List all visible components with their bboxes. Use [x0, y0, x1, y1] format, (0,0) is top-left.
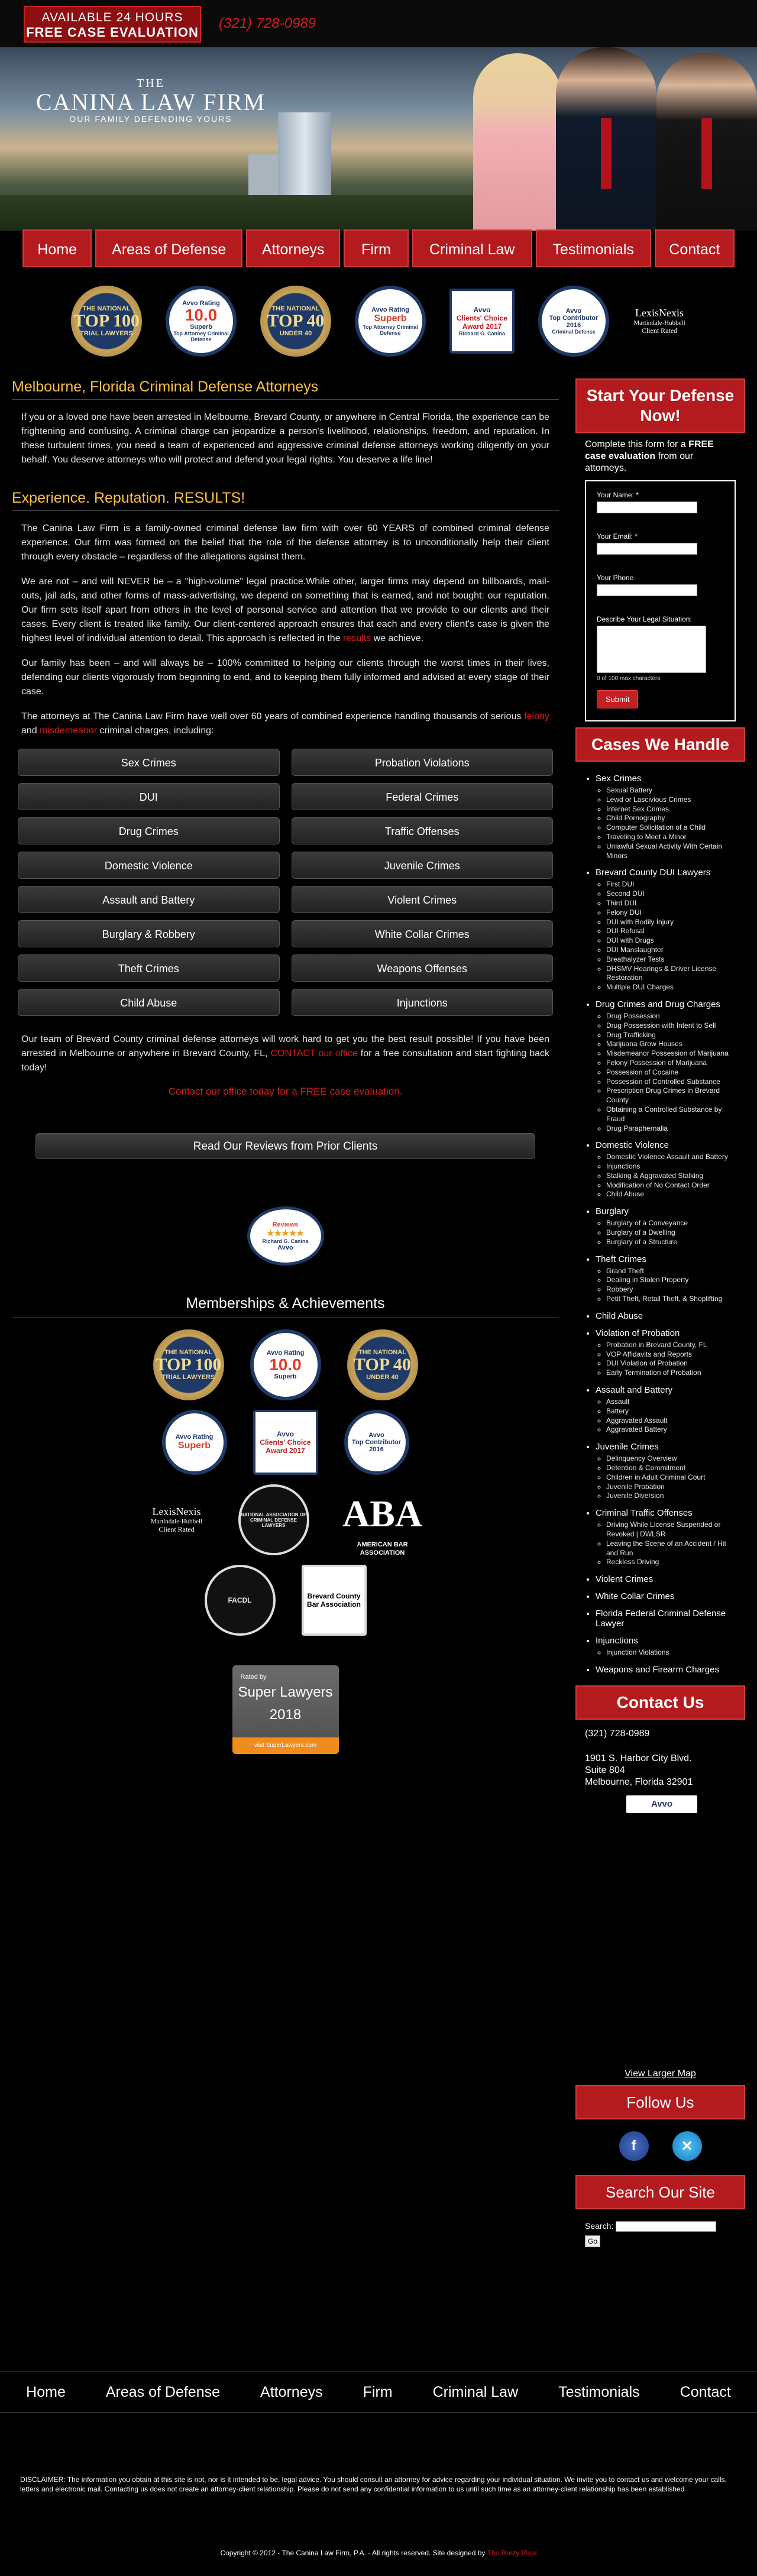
palm-trees-image: [0, 195, 485, 231]
describe-textarea[interactable]: [597, 626, 706, 673]
badge-text: LexisNexis: [152, 1506, 201, 1517]
character-count: 0 of 100 max characters.: [597, 675, 662, 682]
case-subcategory[interactable]: ◦ Drug Possession: [606, 1012, 737, 1021]
badge-text: TOP 100: [73, 311, 140, 331]
paragraph-team: [21, 1033, 549, 1075]
case-category-label: Sex Crimes: [596, 774, 642, 784]
case-subcategory[interactable]: ◦ Felony Possession of Marijuana: [606, 1059, 737, 1068]
text: from our attorneys.: [585, 451, 694, 473]
cases-title: Cases We Handle: [575, 727, 745, 762]
lexisnexis-badge: [141, 1487, 212, 1552]
charges-grid: [18, 749, 553, 1016]
avvo-clients-choice-badge: [449, 289, 515, 354]
star-icon: ★★★★★: [267, 1228, 304, 1238]
case-subcategory[interactable]: ◦ Probation in Brevard County, FL: [606, 1341, 737, 1350]
badge-text: Superb: [177, 1441, 211, 1451]
free-evaluation-cta[interactable]: Contact our office today for a FREE case evaluation.: [168, 1086, 403, 1097]
map-embed[interactable]: [575, 1813, 745, 2062]
case-subcategory[interactable]: ◦ Assault: [606, 1397, 737, 1407]
free-case-evaluation: FREE CASE EVALUATION: [26, 25, 199, 40]
badge-text: 10.0: [269, 1355, 302, 1374]
attorney-photo-woman: [473, 53, 562, 231]
case-category-label: Theft Crimes: [596, 1254, 646, 1264]
text: criminal charges, including:: [97, 726, 214, 736]
case-category[interactable]: [596, 1140, 737, 1199]
charge-button-weapons-offenses[interactable]: Weapons Offenses: [292, 954, 554, 982]
charge-button-drug-crimes[interactable]: Drug Crimes: [18, 817, 280, 844]
charge-button-burglary-robbery[interactable]: Burglary & Robbery: [18, 920, 280, 947]
case-subcategory[interactable]: ◦ Drug Possession with Intent to Sell: [606, 1021, 737, 1031]
felony-link[interactable]: felony: [524, 711, 549, 721]
text: FREE case evaluation: [585, 439, 714, 461]
super-lawyers-badge[interactable]: [232, 1665, 339, 1754]
badge-text: 10.0: [185, 306, 218, 324]
case-category-label: Violation of Probation: [596, 1328, 680, 1338]
badge-text: Top Attorney Criminal Defense: [363, 324, 418, 336]
read-reviews-button[interactable]: Read Our Reviews from Prior Clients: [35, 1133, 535, 1159]
case-subcategory[interactable]: ◦ Petit Theft, Retail Theft, & Shoplifting: [606, 1295, 737, 1304]
case-subcategories: [596, 1520, 737, 1567]
case-category[interactable]: [596, 1574, 737, 1584]
view-larger-map-link[interactable]: View Larger Map: [625, 2069, 696, 2079]
badge-text: THE NATIONAL: [271, 305, 320, 312]
case-category-label: Child Abuse: [596, 1310, 643, 1321]
badge-text: TOP 100: [155, 1355, 222, 1374]
avvo-superb-badge: [355, 286, 426, 357]
tie-decoration: [601, 118, 612, 189]
header-phone[interactable]: (321) 728-0989: [219, 15, 316, 31]
address-line-3: Melbourne, Florida 32901: [585, 1777, 693, 1787]
case-subcategories: [596, 1153, 737, 1199]
case-category-label: Florida Federal Criminal Defense Lawyer: [596, 1609, 726, 1629]
badge-text: Avvo Rating: [371, 306, 409, 313]
case-subcategories: [596, 1219, 737, 1247]
nav-firm[interactable]: Firm: [344, 229, 408, 267]
charge-button-child-abuse[interactable]: Child Abuse: [18, 989, 280, 1016]
case-subcategory[interactable]: ◦ Unlawful Sexual Activity With Certain Minors: [606, 842, 737, 861]
avvo-rating-10-badge: [166, 286, 237, 357]
case-subcategory[interactable]: ◦ Internet Sex Crimes: [606, 805, 737, 814]
case-category[interactable]: [596, 1508, 737, 1567]
misdemeanor-link[interactable]: misdemeanor: [40, 726, 98, 736]
badge-text: Richard G. Canina: [262, 1238, 309, 1244]
case-subcategory[interactable]: ◦ Dealing in Stolen Property: [606, 1276, 737, 1285]
footer-nav-areas-of-defense[interactable]: Areas of Defense: [105, 2383, 221, 2400]
main-nav: [22, 229, 735, 267]
tie-decoration: [701, 118, 712, 189]
email-input[interactable]: [597, 543, 697, 555]
case-subcategory[interactable]: ◦ Breathalyzer Tests: [606, 955, 737, 965]
sl-rated: Rated by: [240, 1674, 267, 1681]
charge-button-domestic-violence[interactable]: Domestic Violence: [18, 852, 280, 879]
search-label: Search:: [585, 2221, 614, 2231]
top-40-under-40-badge: [260, 286, 331, 357]
case-subcategory[interactable]: ◦ Drug Paraphernalia: [606, 1124, 737, 1134]
logo-name: CANINA LAW FIRM: [35, 89, 266, 115]
text: Our team of Brevard County criminal defense attorneys will work hard to get you the best result possible! If you have been arrested in Melbourne or anywhere in Brevard County, FL,: [21, 1034, 549, 1059]
avvo-badge[interactable]: Avvo: [626, 1795, 697, 1813]
facdl-seal: FACDL: [205, 1565, 276, 1636]
case-subcategory[interactable]: ◦ Children in Adult Criminal Court: [606, 1473, 737, 1483]
search-title: Search Our Site: [575, 2175, 745, 2209]
logo-the: THE: [137, 77, 165, 90]
badge-text: Superb: [274, 1373, 297, 1380]
firm-logo[interactable]: [35, 77, 266, 124]
aba-subtitle: AMERICAN BAR ASSOCIATION: [357, 1541, 408, 1556]
name-label: Your Name: *: [597, 491, 639, 499]
memberships-title: Memberships & Achievements: [12, 1295, 559, 1318]
text: Complete this form for a: [585, 439, 689, 449]
submit-button[interactable]: Submit: [597, 690, 638, 708]
case-subcategory[interactable]: ◦ Reckless Driving: [606, 1558, 737, 1567]
nav-home[interactable]: Home: [22, 229, 92, 267]
case-category[interactable]: [596, 1385, 737, 1435]
badge-text: Martindale-Hubbell: [633, 319, 685, 326]
case-category[interactable]: [596, 1328, 737, 1378]
avvo-top-contributor-badge: [538, 286, 609, 357]
case-subcategory[interactable]: ◦ Robbery: [606, 1285, 737, 1295]
badge-text: Avvo Rating: [182, 300, 220, 307]
text: We are not – and will NEVER be – a "high-volume" legal practice.While other, larger firms may depend on billboards, mail-outs, jail ads, and other forms of mass-advertising, we depend on something that is earned, and not bought: our reputation. Our firm sets itself apart from others in the level of personal service and attention that we provide to our clients and their cases. Every client is treated like family. Our client-centered approach ensures that each and every client's case is given the highest level of individual attention to detail. This approach is reflected in the: [21, 577, 549, 643]
footer-nav-firm[interactable]: Firm: [363, 2383, 393, 2400]
badge-text: UNDER 40: [279, 330, 312, 337]
badge-text: Avvo: [473, 306, 491, 314]
case-subcategories: [596, 786, 737, 860]
badge-text: Clients' Choice: [456, 314, 508, 322]
address-line-2: Suite 804: [585, 1765, 625, 1775]
case-category-label: Weapons and Firearm Charges: [596, 1665, 719, 1675]
search-go-button[interactable]: Go: [585, 2235, 600, 2247]
aba-logo: [335, 1487, 430, 1556]
case-category[interactable]: [596, 1442, 737, 1501]
badge-text: Award 2017: [266, 1446, 305, 1455]
top-100-trial-lawyers-badge: [71, 286, 142, 357]
case-subcategory[interactable]: ◦ Aggravated Assault: [606, 1416, 737, 1426]
start-defense-title: Start Your Defense Now!: [575, 378, 745, 433]
case-subcategory[interactable]: ◦ Computer Solicitation of a Child: [606, 823, 737, 833]
footer-nav-criminal-law[interactable]: Criminal Law: [432, 2383, 519, 2400]
award-badges: [71, 283, 686, 360]
badge-text: Avvo: [368, 1432, 384, 1439]
case-subcategory[interactable]: ◦ Multiple DUI Charges: [606, 983, 737, 992]
case-subcategory[interactable]: ◦ DUI Manslaughter: [606, 946, 737, 955]
case-subcategory[interactable]: ◦ Marijuana Grow Houses: [606, 1040, 737, 1049]
case-subcategory[interactable]: ◦ DHSMV Hearings & Driver License Restoration: [606, 965, 737, 983]
case-subcategory[interactable]: ◦ Felony DUI: [606, 908, 737, 918]
case-subcategory[interactable]: ◦ Third DUI: [606, 899, 737, 908]
logo-tagline: OUR FAMILY DEFENDING YOURS: [69, 114, 232, 124]
badge-text: TOP 40: [354, 1355, 411, 1374]
paragraph-experience: [21, 710, 549, 738]
sl-year: 2018: [269, 1707, 302, 1723]
nav-attorneys[interactable]: Attorneys: [246, 229, 340, 267]
case-category-label: White Collar Crimes: [596, 1591, 675, 1602]
case-category-label: Domestic Violence: [596, 1140, 669, 1151]
avvo-reviews-badge[interactable]: [247, 1206, 324, 1266]
charge-button-white-collar[interactable]: White Collar Crimes: [292, 920, 554, 947]
badge-text: UNDER 40: [366, 1374, 399, 1381]
badge-text: Reviews: [272, 1221, 299, 1228]
charge-button-sex-crimes[interactable]: Sex Crimes: [18, 749, 280, 776]
top-40-under-40-badge: [347, 1329, 418, 1400]
badge-text: Martindale-Hubbell: [150, 1518, 203, 1525]
disclaimer: DISCLAIMER: The information you obtain at this site is not, nor is it intended to be, legal advice. You should consult an attorney for advice regarding your individual situation. We invite you to contact us and welcome your calls, letters and electronic mail. Contacting us does not create an attorney-client relationship. Please do not send any confidential information to us until such time as an attorney-client relationship has been established: [20, 2475, 727, 2493]
case-subcategory[interactable]: ◦ Stalking & Aggravated Stalking: [606, 1172, 737, 1181]
contact-title: Contact Us: [575, 1685, 745, 1720]
name-input[interactable]: [597, 501, 697, 513]
contact-office-link[interactable]: CONTACT our office: [270, 1048, 358, 1059]
case-subcategories: [596, 1454, 737, 1501]
case-category[interactable]: [596, 999, 737, 1133]
case-category-label: Assault and Battery: [596, 1385, 673, 1396]
case-subcategory[interactable]: ◦ Driving While License Suspended or Revoked | DWLSR: [606, 1520, 737, 1539]
badge-text: Avvo: [565, 308, 582, 315]
paragraph-high-volume: [21, 575, 549, 646]
case-subcategory[interactable]: ◦ Sexual Battery: [606, 786, 737, 795]
case-subcategory[interactable]: ◦ First DUI: [606, 880, 737, 889]
case-subcategory[interactable]: ◦ Second DUI: [606, 889, 737, 899]
lexisnexis-badge: [633, 289, 686, 354]
nacdl-seal: NATIONAL ASSOCIATION OF CRIMINAL DEFENSE LAWYERS: [238, 1484, 309, 1555]
follow-title: Follow Us: [575, 2085, 745, 2119]
case-category[interactable]: [596, 1636, 737, 1658]
paragraph-committed: Our family has been – and will always be – 100% committed to helping our clients through the worst times in their lives, defending our clients vigorously from beginning to end, and to keeping them fully informed and advised at every stage of their case.: [21, 658, 549, 697]
case-subcategory[interactable]: ◦ Drug Trafficking: [606, 1031, 737, 1040]
cases-list: [575, 762, 745, 1681]
avvo-rating-10-badge: [250, 1329, 321, 1400]
case-subcategory[interactable]: ◦ DUI with Drugs: [606, 936, 737, 946]
badge-text: Criminal Defense: [552, 329, 596, 335]
top-100-trial-lawyers-badge: [153, 1329, 224, 1400]
copyright: [0, 2549, 757, 2557]
avvo-superb-badge: [162, 1410, 227, 1475]
badge-text: Top Contributor: [352, 1439, 401, 1446]
case-subcategory[interactable]: ◦ VOP Affidavits and Reports: [606, 1350, 737, 1360]
badge-text: Superb: [190, 323, 212, 331]
nav-criminal-law[interactable]: Criminal Law: [412, 229, 532, 267]
case-subcategory[interactable]: ◦ Early Termination of Probation: [606, 1368, 737, 1378]
case-subcategory[interactable]: ◦ DUI Violation of Probation: [606, 1359, 737, 1368]
case-subcategory[interactable]: ◦ Child Pornography: [606, 814, 737, 823]
badge-text: Award 2017: [462, 322, 502, 331]
nav-testimonials[interactable]: Testimonials: [536, 229, 651, 267]
case-category-label: Injunctions: [596, 1636, 638, 1646]
footer-nav-testimonials[interactable]: Testimonials: [558, 2383, 640, 2400]
footer-nav-contact[interactable]: Contact: [680, 2383, 731, 2400]
search-form: [585, 2221, 736, 2247]
contact-info: [575, 1728, 745, 1813]
case-category-label: Brevard County DUI Lawyers: [596, 868, 711, 878]
case-subcategory[interactable]: ◦ Domestic Violence Assault and Battery: [606, 1153, 737, 1162]
page-title: Melbourne, Florida Criminal Defense Attorneys: [12, 378, 559, 400]
badge-text: Client Rated: [158, 1525, 195, 1533]
case-subcategory[interactable]: ◦ Burglary of a Conveyance: [606, 1219, 737, 1228]
nav-areas-of-defense[interactable]: Areas of Defense: [95, 229, 242, 267]
case-subcategory[interactable]: ◦ Possession of Controlled Substance: [606, 1077, 737, 1087]
badge-text: 2016: [369, 1446, 384, 1453]
footer-nav-home[interactable]: Home: [26, 2383, 66, 2400]
case-subcategory[interactable]: ◦ Burglary of a Structure: [606, 1238, 737, 1247]
copyright-text: Copyright © 2012 - The Canina Law Firm, P.A. - All rights reserved. Site designed by: [220, 2549, 487, 2557]
hero-banner: [0, 47, 757, 231]
case-subcategory[interactable]: ◦ Child Abuse: [606, 1190, 737, 1199]
charge-button-traffic-offenses[interactable]: Traffic Offenses: [292, 817, 554, 844]
case-subcategories: [596, 1648, 737, 1658]
case-category-label: Juvenile Crimes: [596, 1442, 659, 1452]
case-subcategory[interactable]: ◦ Modification of No Contact Order: [606, 1181, 737, 1190]
sl-url: visit SuperLawyers.com: [232, 1737, 339, 1754]
case-subcategories: [596, 1341, 737, 1378]
text: for a free consultation and start fighting back today!: [21, 1048, 550, 1073]
charge-button-dui[interactable]: DUI: [18, 783, 280, 810]
text: we achieve.: [371, 633, 424, 643]
contact-phone[interactable]: (321) 728-0989: [585, 1729, 650, 1739]
attorney-photo-man-2: [656, 53, 757, 231]
aba-letters: ABA: [342, 1493, 423, 1535]
designer-link[interactable]: The Rusty Pixel: [487, 2549, 537, 2557]
main-content: [12, 378, 559, 1754]
phone-input[interactable]: [597, 584, 697, 596]
case-category[interactable]: [596, 868, 737, 992]
charge-button-injunctions[interactable]: Injunctions: [292, 989, 554, 1016]
case-subcategory[interactable]: ◦ Traveling to Meet a Minor: [606, 833, 737, 842]
badge-text: TOP 40: [267, 311, 325, 331]
top-bar: [0, 0, 757, 47]
case-subcategory[interactable]: ◦ Injunction Violations: [606, 1648, 737, 1658]
brevard-bar-logo: Brevard County Bar Association: [302, 1565, 367, 1636]
badge-text: Avvo Rating: [266, 1350, 305, 1357]
case-category[interactable]: [596, 1609, 737, 1629]
case-subcategory[interactable]: ◦ Juvenile Diversion: [606, 1491, 737, 1501]
charge-button-federal-crimes[interactable]: Federal Crimes: [292, 783, 554, 810]
case-subcategory[interactable]: ◦ Burglary of a Dwelling: [606, 1228, 737, 1238]
case-category[interactable]: [596, 1311, 737, 1321]
memberships-row-3: [12, 1484, 559, 1555]
badge-text: LexisNexis: [635, 307, 684, 319]
available-24-hours: AVAILABLE 24 HOURS: [41, 11, 183, 24]
case-category[interactable]: [596, 1591, 737, 1601]
case-subcategory[interactable]: ◦ Leaving the Scene of an Accident / Hit and Run: [606, 1539, 737, 1558]
badge-text: Client Rated: [641, 326, 678, 335]
case-category[interactable]: [596, 1206, 737, 1247]
badge-text: TRIAL LAWYERS: [161, 1374, 215, 1381]
text: and: [21, 726, 40, 736]
case-category-label: Violent Crimes: [596, 1574, 654, 1585]
case-subcategory[interactable]: ◦ Lewd or Lascivious Crimes: [606, 795, 737, 805]
badge-text: THE NATIONAL: [164, 1349, 213, 1356]
social-links: [575, 2131, 745, 2161]
case-subcategory[interactable]: ◦ DUI Refusal: [606, 927, 737, 936]
case-subcategory[interactable]: ◦ Aggravated Battery: [606, 1425, 737, 1435]
footer-nav-attorneys[interactable]: Attorneys: [260, 2383, 323, 2400]
intro-paragraph: If you or a loved one have been arrested in Melbourne, Brevard County, or anywhere in Central Florida, the experience can be frightening and confusing. A criminal charge can jeopardize a person's livelihood, relationships, freedom, and reputation. In these turbulent times, you need a team of experienced and aggressive criminal defense attorneys working diligently on your behalf. You deserve attorneys who will protect and defend your legal rights. You deserve a life line!: [21, 412, 549, 465]
case-category-label: Criminal Traffic Offenses: [596, 1508, 693, 1519]
case-subcategory[interactable]: ◦ Delinquency Overview: [606, 1454, 737, 1464]
charge-button-violent-crimes[interactable]: Violent Crimes: [292, 886, 554, 913]
charge-button-assault-battery[interactable]: Assault and Battery: [18, 886, 280, 913]
facebook-icon[interactable]: f: [619, 2131, 649, 2161]
section-title-experience: Experience. Reputation. RESULTS!: [12, 490, 559, 511]
badge-text: Clients' Choice: [260, 1438, 311, 1446]
badge-text: Avvo Rating: [175, 1433, 213, 1441]
case-subcategories: [596, 1012, 737, 1133]
paragraph-family-owned: The Canina Law Firm is a family-owned criminal defense law firm with over 60 YEARS of combined criminal defense experience. Our firm was formed on the belief that the role of the defense attorney is to unconditionally help their client through every obstacle – regardless of the allegations against them.: [21, 523, 549, 562]
charge-button-probation-violations[interactable]: Probation Violations: [292, 749, 554, 776]
search-input[interactable]: [616, 2221, 716, 2232]
memberships-row-2: [12, 1410, 559, 1475]
twitter-icon[interactable]: ✕: [672, 2131, 702, 2161]
badge-text: TRIAL LAWYERS: [80, 330, 133, 337]
address-line-1: 1901 S. Harbor City Blvd.: [585, 1753, 692, 1763]
badge-text: THE NATIONAL: [358, 1349, 407, 1356]
evaluation-form: [585, 480, 736, 721]
badge-text: Superb: [374, 313, 407, 323]
case-category-label: Burglary: [596, 1206, 629, 1217]
case-subcategory[interactable]: ◦ Grand Theft: [606, 1267, 737, 1276]
case-subcategory[interactable]: ◦ Prescription Drug Crimes in Brevard County: [606, 1086, 737, 1105]
charge-button-theft-crimes[interactable]: Theft Crimes: [18, 954, 280, 982]
case-subcategory[interactable]: ◦ Juvenile Probation: [606, 1483, 737, 1492]
phone-label: Your Phone: [597, 574, 634, 582]
attorney-photo-man-1: [556, 47, 656, 231]
case-category[interactable]: [596, 1254, 737, 1304]
describe-label: Describe Your Legal Situation:: [597, 615, 692, 623]
case-subcategory[interactable]: ◦ DUI with Bodily Injury: [606, 918, 737, 927]
case-category[interactable]: [596, 1665, 737, 1675]
badge-text: Avvo: [277, 1430, 294, 1438]
case-subcategories: [596, 880, 737, 992]
memberships-row-4: [12, 1565, 559, 1636]
text: The attorneys at The Canina Law Firm have well over 60 years of combined experience handling thousands of serious: [21, 711, 525, 721]
email-label: Your Email: *: [597, 532, 638, 541]
form-intro: [575, 433, 745, 480]
free-evaluation-banner[interactable]: [24, 6, 201, 43]
badge-text: THE NATIONAL: [82, 305, 131, 312]
badge-text: Top Attorney Criminal Defense: [173, 331, 229, 342]
case-subcategory[interactable]: ◦ Detention & Commitment: [606, 1464, 737, 1473]
case-subcategory[interactable]: ◦ Injunctions: [606, 1162, 737, 1172]
case-subcategory[interactable]: ◦ Battery: [606, 1407, 737, 1416]
case-subcategory[interactable]: ◦ Possession of Cocaine: [606, 1068, 737, 1077]
memberships-row-1: [12, 1329, 559, 1400]
badge-text: Richard G. Canina: [458, 331, 506, 336]
nav-contact[interactable]: Contact: [655, 229, 735, 267]
case-subcategories: [596, 1267, 737, 1304]
case-category[interactable]: [596, 774, 737, 860]
badge-text: Avvo: [277, 1244, 293, 1251]
avvo-clients-choice-badge: [253, 1410, 318, 1475]
case-category-label: Drug Crimes and Drug Charges: [596, 999, 720, 1009]
charge-button-juvenile-crimes[interactable]: Juvenile Crimes: [292, 852, 554, 879]
sl-name: Super Lawyers: [238, 1684, 333, 1700]
case-subcategories: [596, 1397, 737, 1435]
case-subcategory[interactable]: ◦ Misdemeanor Possession of Marijuana: [606, 1049, 737, 1059]
sidebar: [575, 378, 745, 2247]
case-subcategory[interactable]: ◦ Obtaining a Controlled Substance by Fraud: [606, 1105, 737, 1124]
results-link[interactable]: results: [343, 633, 371, 643]
footer-nav: [0, 2371, 757, 2413]
badge-text: Top Contributor: [549, 315, 599, 322]
badge-text: 2016: [566, 322, 581, 329]
avvo-top-contributor-badge: [344, 1410, 409, 1475]
